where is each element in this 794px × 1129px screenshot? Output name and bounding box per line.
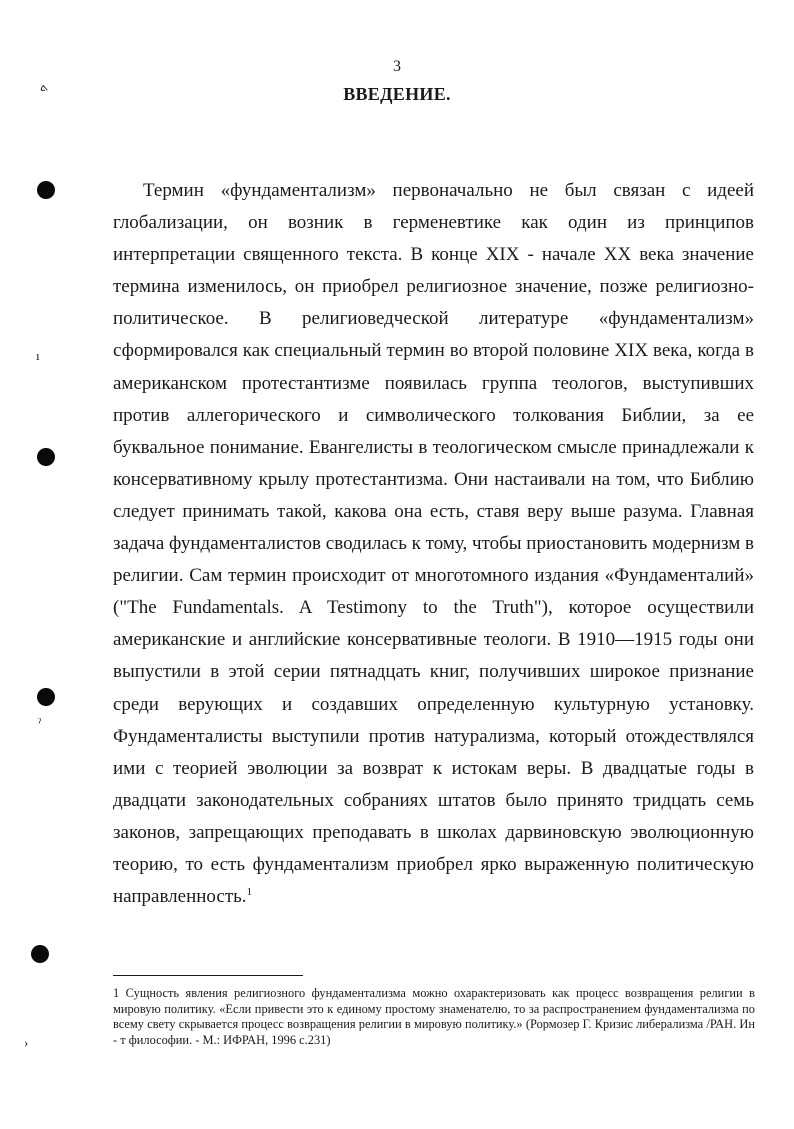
footnote-divider	[113, 975, 303, 976]
scan-speck-2: ı	[36, 348, 40, 363]
binder-hole-2	[37, 448, 55, 466]
page-number: 3	[393, 58, 401, 75]
footnote-reference[interactable]: 1	[246, 886, 253, 899]
body-paragraph-text: Термин «фундаментализм» первоначально не был связан с идеей глобализации, он возник в герменевтике как один из принципов интерпретации священного текста. В конце XIX - начале XX века значение термина изменилось, он приобрел религиозное значение, позже религиозно-политическое. В религиоведческой литературе «фундаментализм» сформировался как специальный термин во второй половине XIX века, когда в американском протестантизме появилась группа теологов, выступивших против аллегорического и символического толкования Библии, за ее буквальное понимание. Евангелисты в теологическом смысле принадлежали к консервативному крылу протестантизма. Они настаивали на том, что Библию следует принимать такой, какова она есть, ставя веру выше разума. Главная задача фундаменталистов сводилась к тому, чтобы приостановить модернизм в религии. Сам термин происходит от многотомного издания «Фундаменталий» ("The Fundamentals. A Testimony to the Truth"), которое осуществили американские и английские консервативные теологи. В 1910—1915 годы они выпустили в этой серии пятнадцать книг, получивших широкое признание среди верующих и создавших определенную культурную установку. Фундаменталисты выступили против натурализма, который отождествлялся ими с теорией эволюции за возврат к истокам веры. В двадцатые годы в двадцати законодательных собраниях штатов было принято тридцать семь законов, запрещающих преподавать в школах дарвиновскую эволюционную теорию, то есть фундаментализм приобрел ярко выраженную политическую направленность.	[113, 180, 754, 908]
scan-speck-3: ˀ	[38, 715, 42, 730]
page-title: ВВЕДЕНИЕ.	[343, 84, 451, 104]
scan-speck-4: ›	[24, 1035, 29, 1050]
body-paragraph	[113, 175, 754, 913]
scan-speck-1: ܬ	[40, 79, 49, 94]
footnote: 1 Сущность явления религиозного фундаментализма можно охарактеризовать как процесс возвращения религии в мировую политику. «Если привести это к единому простому знаменателю, то за распространением фундаментализма по всему свету скрывается процесс возвращения религии в мировую политику.» (Рормозер Г. Кризис либерализма /РАН. Ин - т философии. - М.: ИФРАН, 1996 с.231)	[113, 986, 755, 1047]
binder-hole-1	[37, 181, 55, 199]
binder-hole-4	[31, 945, 49, 963]
binder-hole-3	[37, 688, 55, 706]
